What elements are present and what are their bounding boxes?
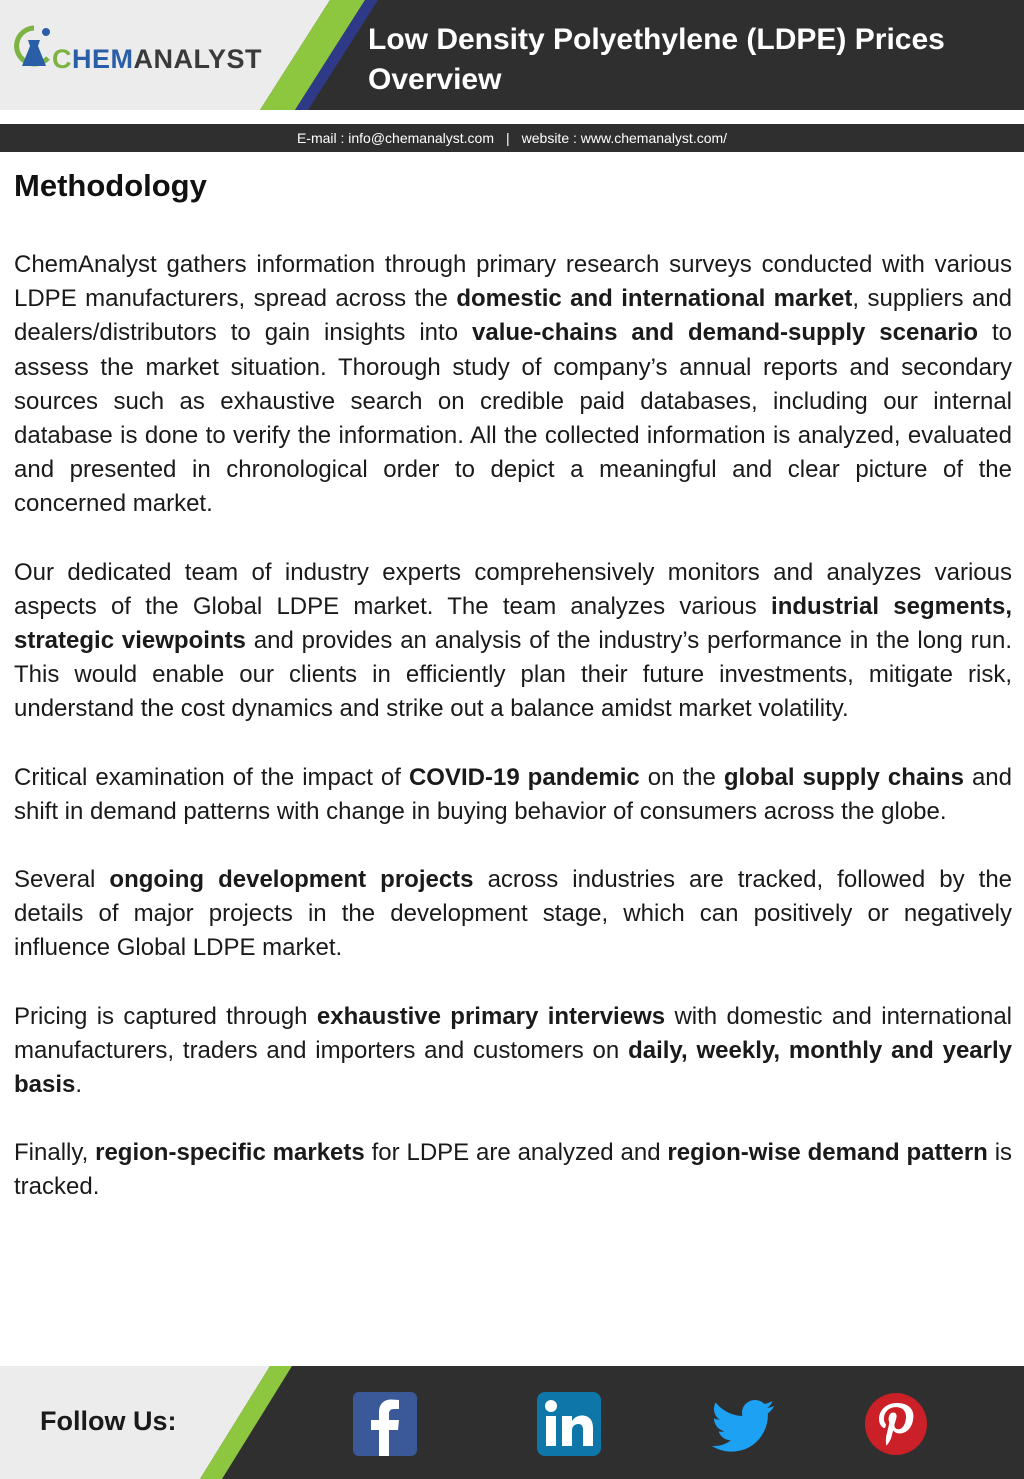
twitter-icon[interactable] [712, 1392, 776, 1456]
p5-text-1: Pricing is captured through [14, 1002, 317, 1030]
contact-bar [0, 124, 1024, 152]
p4-text-1: Several [14, 866, 110, 894]
paragraph-1 [14, 248, 1012, 522]
paragraph-2 [14, 556, 1012, 727]
p1-text-1: ChemAnalyst gathers information through primary research surveys conducted with various LDPE manufacturers, spread across the [14, 251, 1012, 313]
p3-bold-1: COVID-19 pandemic [408, 763, 640, 791]
paragraph-5 [14, 1000, 1012, 1103]
logo-analyst: ANALYST [133, 44, 263, 74]
p5-bold-2: daily, weekly, monthly and yearly basis [14, 1036, 1012, 1099]
section-title: Methodology [14, 168, 207, 203]
p4-bold-1: ongoing development projects [109, 866, 474, 894]
logo-wordmark [52, 44, 262, 75]
main-content [14, 160, 1012, 1205]
p3-text-1: Critical examination of the impact of [14, 763, 409, 791]
p6-text-2: for LDPE are analyzed and [364, 1139, 668, 1167]
flask-logo-icon [12, 22, 56, 84]
website-link[interactable]: website : www.chemanalyst.com/ [521, 130, 728, 146]
p2-bold-1: industrial segments, strategic viewpoints [14, 592, 1013, 655]
paragraph-4 [14, 863, 1012, 966]
p4-text-2: across industries are tracked, followed by the details of major projects in the development stage, which can positively or negatively influence Global LDPE market. [14, 866, 1013, 962]
p6-bold-1: region-specific markets [95, 1139, 365, 1167]
p3-text-3: and shift in demand patterns with change in buying behavior of consumers across the globe. [14, 763, 1013, 825]
linkedin-icon[interactable] [537, 1392, 601, 1456]
p2-text-1: Our dedicated team of industry experts comprehensively monitors and analyzes various aspects of the Global LDPE market. The team analyzes various [14, 558, 1012, 620]
p1-text-3: to assess the market situation. Thorough study of company’s annual reports and secondary sources such as exhaustive search on credible paid databases, including our internal database is done to verify the information. All the collected information is analyzed, evaluated and presented in chronological order to depict a meaningful and clear picture of the concerned market. [14, 319, 1013, 518]
p1-text-2: , suppliers and dealers/distributors to gain insights into [14, 285, 1013, 347]
p3-text-2: on the [639, 763, 724, 791]
p1-bold-2: value-chains and demand-supply scenario [472, 319, 979, 347]
paragraph-3 [14, 761, 1012, 829]
email-link[interactable]: E-mail : info@chemanalyst.com [296, 130, 494, 146]
logo-prefix: C [52, 44, 72, 74]
contact-separator: | [506, 130, 510, 146]
p2-text-2: and provides an analysis of the industry’s performance in the long run. This would enable our clients in efficiently plan their future investments, mitigate risk, understand the cost dynamics and strike out a balance amidst market volatility. [14, 627, 1012, 723]
p5-bold-1: exhaustive primary interviews [316, 1002, 666, 1030]
p6-text-1: Finally, [14, 1139, 96, 1167]
p3-bold-2: global supply chains [723, 763, 964, 791]
page-title: Low Density Polyethylene (LDPE) Prices Overview [368, 23, 945, 96]
paragraph-6 [14, 1136, 1012, 1204]
logo-chem: HEM [72, 44, 134, 74]
p5-text-2: with domestic and international manufacturers, traders and importers and customers on [14, 1002, 1012, 1064]
p1-bold-1: domestic and international market [456, 285, 853, 313]
pinterest-icon[interactable] [864, 1392, 928, 1456]
footer-bar [0, 1366, 1024, 1479]
facebook-icon[interactable] [353, 1392, 417, 1456]
header-bar [0, 0, 1024, 110]
p6-bold-2: region-wise demand pattern [667, 1139, 988, 1167]
p6-text-3: is tracked. [14, 1139, 1013, 1201]
follow-us-label: Follow Us: [40, 1406, 177, 1436]
p5-text-3: . [75, 1071, 83, 1099]
